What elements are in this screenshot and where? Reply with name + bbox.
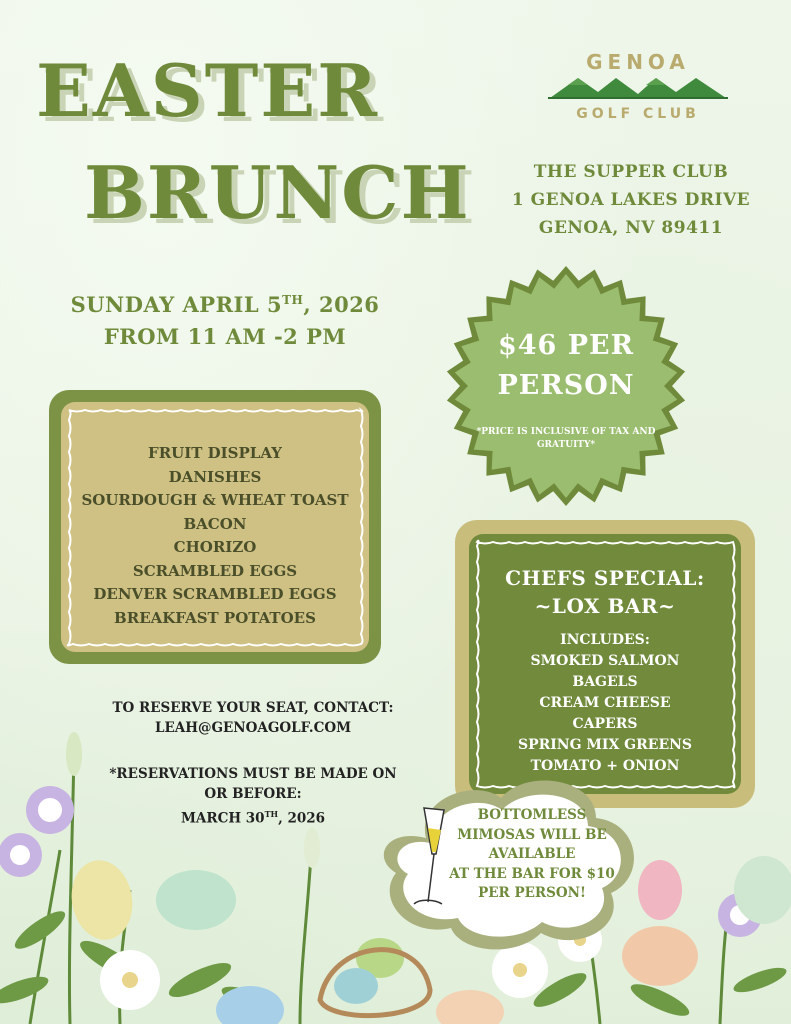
special-item: BAGELS: [572, 674, 638, 690]
title-brunch: BRUNCH: [84, 150, 471, 235]
city-address: GENOA, NV 89411: [538, 218, 724, 238]
deadline-date-text: MARCH 30: [180, 810, 265, 827]
special-item: CAPERS: [572, 716, 638, 732]
deadline-year: , 2026: [278, 810, 326, 827]
mimosa-cloud: [366, 768, 646, 952]
price-line1: $46 PER: [497, 330, 635, 361]
deadline-ordinal: TH: [264, 809, 279, 819]
event-day: [60, 284, 390, 321]
chefs-special-heading: CHEFS SPECIAL:: [505, 566, 705, 590]
deadline-line2: OR BEFORE:: [204, 786, 302, 802]
special-item: CREAM CHEESE: [539, 695, 671, 711]
street-address: 1 GENOA LAKES DRIVE: [511, 190, 751, 210]
menu-item: CHORIZO: [173, 538, 257, 556]
menu-item: BREAKFAST POTATOES: [114, 608, 316, 627]
price-line2: PERSON: [497, 370, 635, 401]
price-badge: [444, 264, 688, 508]
venue-name: THE SUPPER CLUB: [533, 162, 729, 182]
mimosa-line: MIMOSAS WILL BE: [457, 826, 607, 843]
mountain-logo-icon: [548, 74, 728, 100]
mimosa-line: AVAILABLE: [488, 846, 576, 862]
special-item: TOMATO + ONION: [530, 758, 680, 774]
date-year: , 2026: [303, 292, 380, 317]
logo-text-top: GENOA: [586, 50, 690, 74]
menu-item: DANISHES: [168, 467, 262, 486]
special-item: SPRING MIX GREENS: [517, 737, 693, 753]
lox-bar-heading: ~LOX BAR~: [534, 594, 676, 618]
menu-item: DENVER SCRAMBLED EGGS: [93, 585, 337, 603]
event-time: FROM 11 AM -2 PM: [103, 324, 347, 349]
reserve-line: TO RESERVE YOUR SEAT, CONTACT:: [112, 700, 394, 716]
logo-text-bottom: GOLF CLUB: [576, 106, 700, 122]
address-block: [500, 158, 762, 242]
menu-box-inner: [61, 402, 369, 652]
special-item: INCLUDES:: [560, 632, 650, 648]
menu-box: [49, 390, 381, 664]
special-item: SMOKED SALMON: [530, 653, 680, 669]
price-text: [444, 326, 688, 406]
menu-item: SCRAMBLED EGGS: [132, 561, 298, 580]
genoa-golf-club-logo: [548, 50, 728, 130]
menu-item: SOURDOUGH & WHEAT TOAST: [81, 491, 349, 509]
event-date: [60, 284, 390, 353]
mimosa-line: AT THE BAR FOR $10: [449, 865, 615, 882]
menu-list: [61, 442, 369, 630]
reserve-email[interactable]: LEAH@GENOAGOLF.COM: [154, 720, 352, 736]
title-easter: EASTER: [36, 48, 380, 133]
date-ordinal: TH: [282, 293, 304, 307]
chefs-special-title: [469, 564, 741, 620]
deadline-line1: *RESERVATIONS MUST BE MADE ON: [109, 766, 397, 782]
date-day: SUNDAY APRIL 5: [70, 292, 283, 317]
mimosa-line: PER PERSON!: [478, 885, 586, 901]
menu-item: FRUIT DISPLAY: [148, 444, 282, 462]
mimosa-text: [442, 806, 622, 904]
price-note: *PRICE IS INCLUSIVE OF TAX AND GRATUITY*: [476, 427, 656, 450]
mimosa-line: BOTTOMLESS: [477, 807, 587, 823]
menu-item: BACON: [183, 514, 247, 533]
